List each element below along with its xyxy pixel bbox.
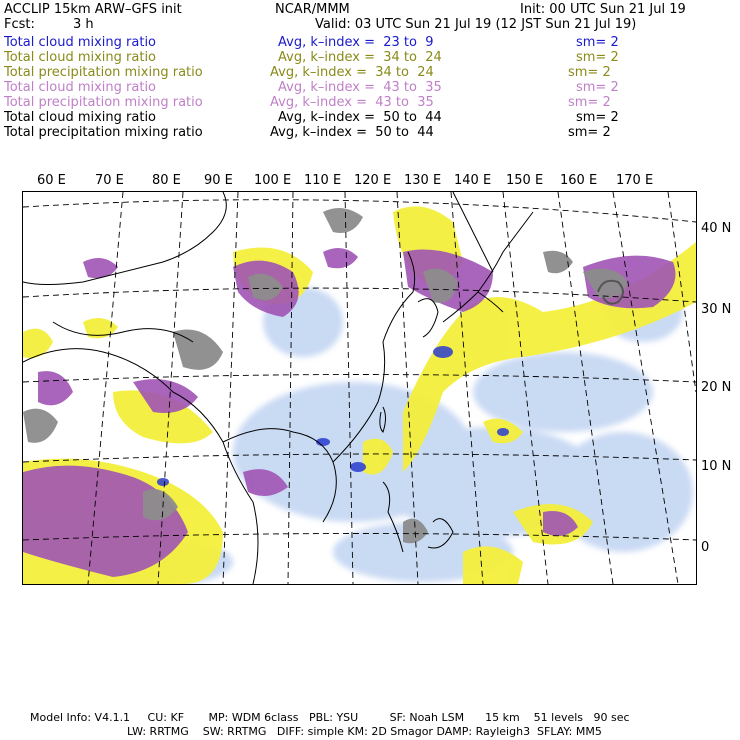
fcst-label: Fcst: (4, 17, 35, 32)
fcst-value: 3 h (73, 17, 94, 32)
field-name: Total precipitation mixing ratio (4, 125, 203, 140)
lat-label: 20 N (701, 380, 732, 395)
center-name: NCAR/MMM (275, 2, 350, 17)
lon-label: 120 E (354, 173, 392, 188)
field-name: Total precipitation mixing ratio (4, 95, 203, 110)
lon-label: 160 E (560, 173, 598, 188)
field-name: Total cloud mixing ratio (4, 35, 157, 50)
lat-label: 30 N (701, 302, 732, 317)
lon-label: 80 E (152, 173, 181, 188)
lon-label: 90 E (204, 173, 233, 188)
field-avg: Avg, k–index = 43 to 35 (278, 80, 442, 95)
field-sm: sm= 2 (568, 95, 611, 110)
field-sm: sm= 2 (568, 65, 611, 80)
field-sm: sm= 2 (568, 125, 611, 140)
field-sm: sm= 2 (576, 50, 619, 65)
valid-time: Valid: 03 UTC Sun 21 Jul 19 (12 JST Sun 21 Jul 19) (315, 17, 637, 32)
lat-label: 10 N (701, 459, 732, 474)
model-info-line1: Model Info: V4.1.1 CU: KF MP: WDM 6class PBL: YSU SF: Noah LSM 15 km 51 levels 90 sec (30, 711, 630, 724)
field-name: Total cloud mixing ratio (4, 110, 157, 125)
field-name: Total cloud mixing ratio (4, 50, 157, 65)
init-time: Init: 00 UTC Sun 21 Jul 19 (520, 2, 686, 17)
field-avg: Avg, k–index = 34 to 24 (278, 50, 442, 65)
lon-label: 60 E (37, 173, 66, 188)
field-avg: Avg, k–index = 50 to 44 (278, 110, 442, 125)
field-avg: Avg, k–index = 50 to 44 (270, 125, 434, 140)
lat-label: 40 N (701, 221, 732, 236)
field-name: Total precipitation mixing ratio (4, 65, 203, 80)
map-panel (22, 191, 697, 585)
field-sm: sm= 2 (576, 80, 619, 95)
lat-label: 0 (701, 540, 710, 555)
model-title: ACCLIP 15km ARW–GFS init (4, 2, 182, 17)
model-info-line2: LW: RRTMG SW: RRTMG DIFF: simple KM: 2D Smagor DAMP: Rayleigh3 SFLAY: MM5 (127, 725, 602, 738)
lon-label: 130 E (404, 173, 442, 188)
field-sm: sm= 2 (576, 35, 619, 50)
field-sm: sm= 2 (576, 110, 619, 125)
field-name: Total cloud mixing ratio (4, 80, 157, 95)
field-avg: Avg, k–index = 43 to 35 (270, 95, 434, 110)
lon-label: 170 E (616, 173, 654, 188)
field-avg: Avg, k–index = 23 to 9 (278, 35, 434, 50)
lon-label: 140 E (454, 173, 492, 188)
lon-label: 150 E (506, 173, 544, 188)
field-avg: Avg, k–index = 34 to 24 (270, 65, 434, 80)
map-canvas (23, 192, 696, 584)
lon-label: 70 E (95, 173, 124, 188)
lon-label: 100 E (254, 173, 292, 188)
lon-label: 110 E (304, 173, 342, 188)
